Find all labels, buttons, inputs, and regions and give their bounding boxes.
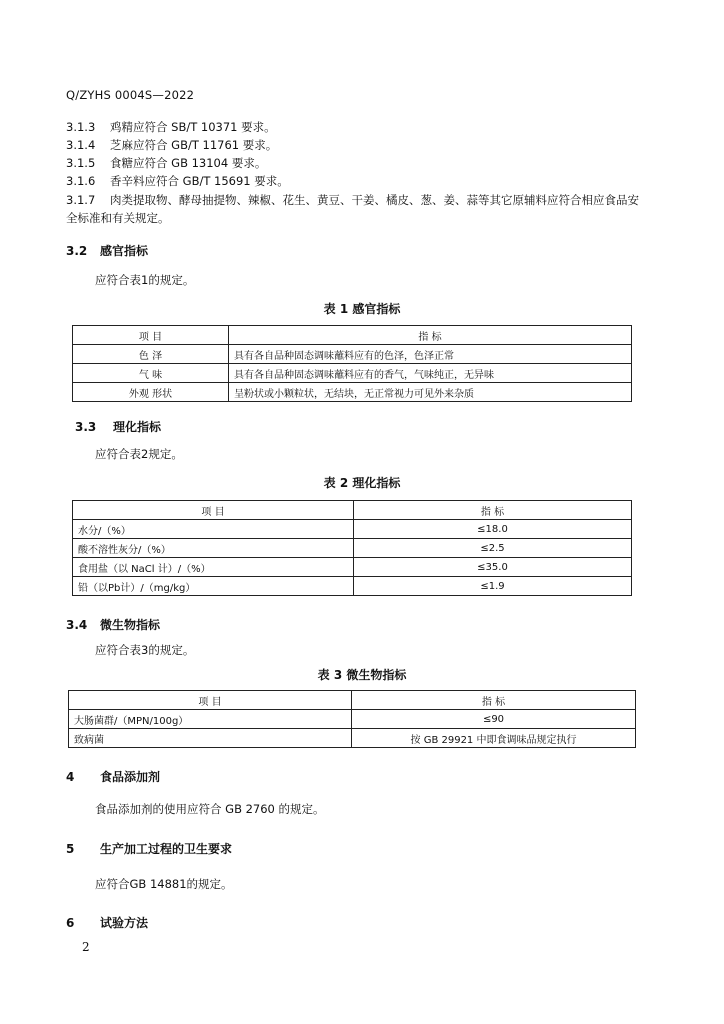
table-cell: ≤18.0 [354,520,632,539]
section-6-heading: 6 试验方法 [66,916,149,930]
table-row [69,691,636,710]
table-cell: 水分/（%） [73,520,354,539]
table-cell: ≤35.0 [354,558,632,577]
table-row [69,729,636,748]
section-4-heading: 4 食品添加剂 [66,770,161,784]
table-row [73,520,632,539]
table-header-cell: 指 标 [229,326,632,345]
section-3-2-text: 应符合表1的规定。 [95,273,195,287]
table-cell: 大肠菌群/（MPN/100g） [69,710,352,729]
table-cell: 外观 形状 [73,383,229,402]
table-header-cell: 指 标 [352,691,636,710]
table-cell: 食用盐（以 NaCl 计）/（%） [73,558,354,577]
table-cell: 按 GB 29921 中即食调味品规定执行 [352,729,636,748]
document-header: Q/ZYHS 0004S—2022 [66,88,195,102]
table-2-caption: 表 2 理化指标 [323,476,401,490]
table-header-cell: 项 目 [73,326,229,345]
section-3-4-text: 应符合表3的规定。 [95,643,195,657]
table-cell: 铅（以Pb计）/（mg/kg） [73,577,354,596]
table-2 [72,500,632,596]
table-cell: 气 味 [73,364,229,383]
clause-3-1-6: 3.1.6 香辛料应符合 GB/T 15691 要求。 [66,174,289,188]
table-cell: 致病菌 [69,729,352,748]
table-3-caption: 表 3 微生物指标 [317,668,407,682]
table-cell: 酸不溶性灰分/（%） [73,539,354,558]
table-row [69,710,636,729]
table-cell: ≤2.5 [354,539,632,558]
table-1 [72,325,632,402]
table-3 [68,690,636,748]
section-5-heading: 5 生产加工过程的卫生要求 [66,842,233,856]
table-header-cell: 项 目 [73,501,354,520]
table-cell: ≤90 [352,710,636,729]
clause-3-1-4: 3.1.4 芝麻应符合 GB/T 11761 要求。 [66,138,278,152]
table-row [73,577,632,596]
section-3-4-heading: 3.4 微生物指标 [66,618,161,632]
table-header-cell: 指 标 [354,501,632,520]
table-cell: 具有各自品种固态调味蘸料应有的色泽，色泽正常 [229,345,632,364]
section-5-text: 应符合GB 14881的规定。 [95,877,233,891]
section-3-3-heading: 3.3 理化指标 [75,420,162,434]
table-row [73,364,632,383]
table-cell: 色 泽 [73,345,229,364]
table-row [73,539,632,558]
clause-3-1-7: 3.1.7 肉类提取物、酵母抽提物、辣椒、花生、黄豆、干姜、橘皮、葱、姜、蒜等其它原辅料应符合相应食品安全标准和有关规定。 [66,193,639,225]
table-cell: 呈粉状或小颗粒状，无结块，无正常视力可见外来杂质 [229,383,632,402]
table-cell: ≤1.9 [354,577,632,596]
table-row [73,326,632,345]
section-3-2-heading: 3.2 感官指标 [66,244,149,258]
table-row [73,501,632,520]
table-row [73,383,632,402]
table-1-caption: 表 1 感官指标 [323,302,401,316]
table-row [73,345,632,364]
section-3-3-text: 应符合表2规定。 [95,447,183,461]
page-number: 2 [82,940,90,954]
section-4-text: 食品添加剂的使用应符合 GB 2760 的规定。 [95,802,325,816]
table-header-cell: 项 目 [69,691,352,710]
table-cell: 具有各自品种固态调味蘸料应有的香气，气味纯正，无异味 [229,364,632,383]
clause-3-1-3: 3.1.3 鸡精应符合 SB/T 10371 要求。 [66,120,276,134]
clause-3-1-5: 3.1.5 食糖应符合 GB 13104 要求。 [66,156,267,170]
table-row [73,558,632,577]
